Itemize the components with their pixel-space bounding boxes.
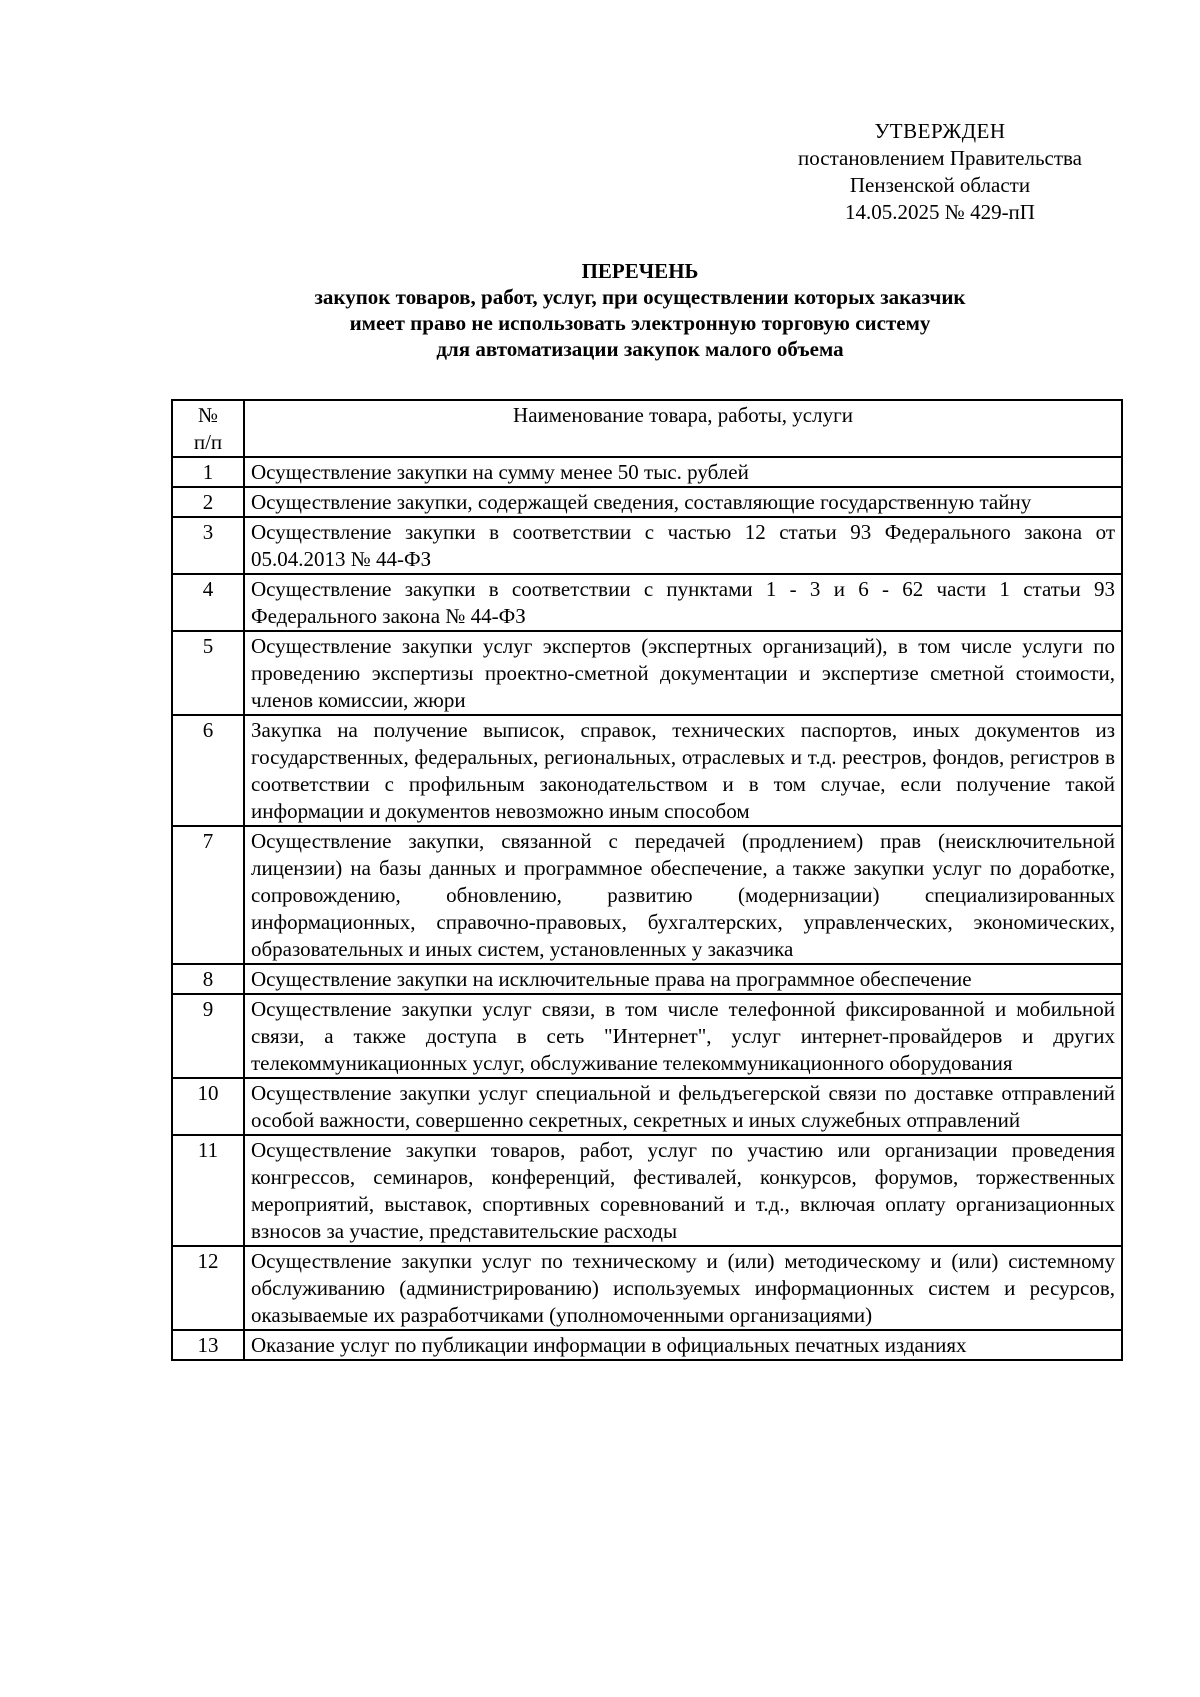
procurement-table [171, 399, 1123, 1361]
row-description: Закупка на получение выписок, справок, технических паспортов, иных документов из государственных, федеральных, региональных, отраслевых и т.д. реестров, фондов, регистров в соответствии с профильным законодательством и в том случае, если получение такой информации и документов невозможно иным способом [244, 715, 1122, 826]
header-number-symbol: № [197, 403, 219, 427]
approval-block [760, 118, 1120, 226]
title-line-1: закупок товаров, работ, услуг, при осуществлении которых заказчик [314, 285, 966, 309]
title-heading: ПЕРЕЧЕНЬ [581, 259, 699, 283]
table-body [172, 457, 1122, 1360]
table-row [172, 1135, 1122, 1246]
table-header-row [172, 400, 1122, 457]
table-row [172, 994, 1122, 1078]
title-line-3: для автоматизации закупок малого объема [436, 337, 844, 361]
table-row [172, 631, 1122, 715]
row-description: Осуществление закупки на исключительные права на программное обеспечение [244, 964, 1122, 994]
approval-line-resolution: постановлением Правительства [797, 146, 1082, 170]
row-number: 13 [172, 1330, 244, 1360]
row-number: 7 [172, 826, 244, 964]
row-number: 9 [172, 994, 244, 1078]
row-description: Оказание услуг по публикации информации в официальных печатных изданиях [244, 1330, 1122, 1360]
row-number: 1 [172, 457, 244, 487]
row-number: 12 [172, 1246, 244, 1330]
table-row [172, 574, 1122, 631]
table-row [172, 1330, 1122, 1360]
approval-stamp: УТВЕРЖДЕН [874, 119, 1006, 143]
table-row [172, 826, 1122, 964]
row-description: Осуществление закупки товаров, работ, услуг по участию или организации проведения конгрессов, семинаров, конференций, фестивалей, конкурсов, форумов, торжественных мероприятий, выставок, спортивных соревнований и т.д., включая оплату организационных взносов за участие, представительские расходы [244, 1135, 1122, 1246]
table-row [172, 517, 1122, 574]
row-description: Осуществление закупки услуг специальной и фельдъегерской связи по доставке отправлений особой важности, совершенно секретных, секретных и иных служебных отправлений [244, 1078, 1122, 1135]
row-description: Осуществление закупки услуг экспертов (экспертных организаций), в том числе услуги по проведению экспертизы проектно-сметной документации и экспертизе сметной стоимости, членов комиссии, жюри [244, 631, 1122, 715]
row-description: Осуществление закупки услуг по техническому и (или) методическому и (или) системному обслуживанию (администрированию) используемых информационных систем и ресурсов, оказываемые их разработчиками (уполномоченными организациями) [244, 1246, 1122, 1330]
row-number: 4 [172, 574, 244, 631]
approval-line-region: Пензенской области [849, 173, 1031, 197]
table-row [172, 1078, 1122, 1135]
row-number: 2 [172, 487, 244, 517]
row-description: Осуществление закупки, связанной с передачей (продлением) прав (неисключительной лицензии) на базы данных и программное обеспечение, а также закупки услуг по доработке, сопровождению, обновлению, развитию (модернизации) специализированных информационных, справочно-правовых, бухгалтерских, управленческих, экономических, образовательных и иных систем, установленных у заказчика [244, 826, 1122, 964]
row-number: 6 [172, 715, 244, 826]
row-number: 8 [172, 964, 244, 994]
table-row [172, 457, 1122, 487]
title-line-2: имеет право не использовать электронную торговую систему [349, 311, 931, 335]
approval-line-date-number: 14.05.2025 № 429-пП [845, 200, 1035, 224]
row-description: Осуществление закупки в соответствии с пунктами 1 - 3 и 6 - 62 части 1 статьи 93 Федерального закона № 44-ФЗ [244, 574, 1122, 631]
row-description: Осуществление закупки, содержащей сведения, составляющие государственную тайну [244, 487, 1122, 517]
row-description: Осуществление закупки на сумму менее 50 тыс. рублей [244, 457, 1122, 487]
row-number: 11 [172, 1135, 244, 1246]
header-name-cell: Наименование товара, работы, услуги [244, 400, 1122, 457]
table-row [172, 1246, 1122, 1330]
row-number: 3 [172, 517, 244, 574]
table-row [172, 715, 1122, 826]
table-row [172, 487, 1122, 517]
row-description: Осуществление закупки в соответствии с частью 12 статьи 93 Федерального закона от 05.04.2013 № 44-ФЗ [244, 517, 1122, 574]
row-description: Осуществление закупки услуг связи, в том числе телефонной фиксированной и мобильной связи, а также доступа в сеть "Интернет", услуг интернет-провайдеров и других телекоммуникационных услуг, обслуживание телекоммуникационного оборудования [244, 994, 1122, 1078]
row-number: 10 [172, 1078, 244, 1135]
table-row [172, 964, 1122, 994]
header-number-abbrev: п/п [193, 430, 223, 454]
header-number-cell [172, 400, 244, 457]
row-number: 5 [172, 631, 244, 715]
document-title [140, 258, 1140, 362]
